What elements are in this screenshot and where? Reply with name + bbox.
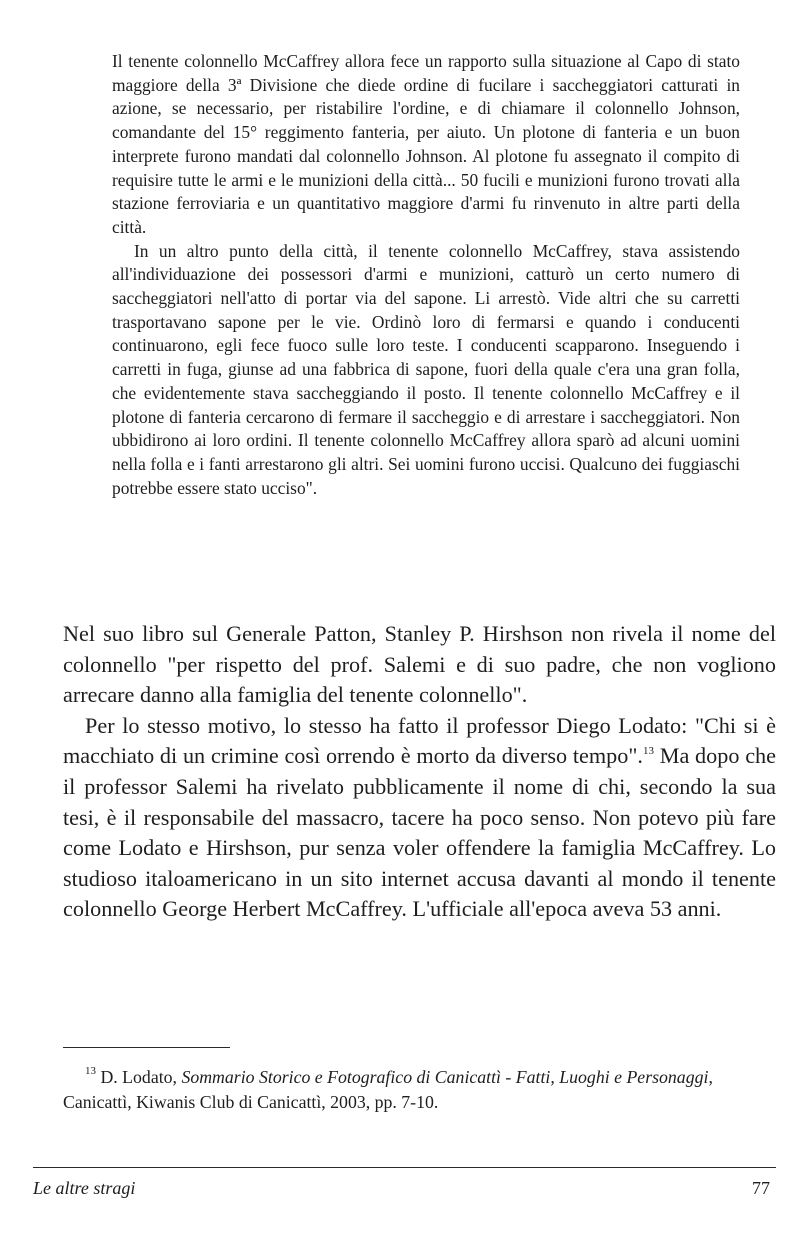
block-quote bbox=[112, 50, 740, 500]
body-paragraph-2-end: Ma dopo che il professor Salemi ha rivelato pubblicamente il nome di chi, secondo la sua tesi, è il responsabile del massacro, tacere ha poco senso. Non potevo più fare come Lodato e Hirshson, pur senza voler offendere la famiglia McCaffrey. Lo studioso italoamericano in un sito internet accusa davanti al mondo il tenente colonnello George Herbert McCaffrey. L'ufficiale all'epoca aveva 53 anni. bbox=[63, 743, 776, 922]
body-text bbox=[63, 619, 776, 925]
body-paragraph-2 bbox=[63, 711, 776, 925]
footer-divider bbox=[33, 1167, 776, 1168]
footnote-reference[interactable]: 13 bbox=[642, 745, 654, 758]
footnote-author: D. Lodato, bbox=[96, 1067, 182, 1087]
body-paragraph-1: Nel suo libro sul Generale Patton, Stanley P. Hirshson non rivela il nome del colonnello "per rispetto del prof. Salemi e di suo padre, che non vogliono arrecare danno alla famiglia del tenente colonnello". bbox=[63, 621, 776, 708]
quote-paragraph-2: In un altro punto della città, il tenente colonnello McCaffrey, stava assistendo all'individuazione dei possessori d'armi e munizioni, catturò un certo numero di saccheggiatori nell'atto di portar via del sapone. Li arrestò. Vide altri che su carretti trasportavano sapone per le vie. Ordinò loro di fermarsi e quando i conducenti continuarono, egli fece fuoco sulle loro teste. I conducenti scapparono. Inseguendo i carretti in fuga, giunse ad una fabbrica di sapone, fuori della quale c'era una gran folla, che evidentemente stava saccheggiando il posto. Il tenente colonnello McCaffrey e il plotone di fanteria cercarono di fermare il saccheggio e di arrestare i saccheggiatori. Non ubbidirono ai loro ordini. Il tenente colonnello McCaffrey allora sparò ad alcuni uomini nella folla e i fanti arrestarono gli altri. Sei uomini furono uccisi. Qualcuno dei fuggiaschi potrebbe essere stato ucciso". bbox=[112, 240, 740, 498]
quote-paragraph-1: Il tenente colonnello McCaffrey allora fece un rapporto sulla situazione al Capo di stato maggiore della 3ª Divisione che diede ordine di fucilare i saccheggiatori catturati in azione, se necessario, per ristabilire l'ordine, e di chiamare il colonnello Johnson, comandante del 15° reggimento fanteria, per aiuto. Un plotone di fanteria e un buon interprete furono mandati dal colonnello Johnson. Al plotone fu assegnato il compito di requisire tutte le armi e le munizioni della città... 50 fucili e munizioni furono trovati alla stazione ferroviaria e un quantitativo maggiore d'armi fu rinvenuto in altre parti della città. bbox=[112, 51, 740, 237]
footnote-divider bbox=[63, 1047, 230, 1048]
footnote-number: 13 bbox=[85, 1065, 96, 1077]
footnote bbox=[63, 1065, 776, 1114]
footnote-publication: , Canicattì, Kiwanis Club di Canicattì, 2003, pp. 7-10. bbox=[63, 1067, 713, 1112]
page-number: 77 bbox=[752, 1178, 770, 1198]
body-paragraph-2-start: Per lo stesso motivo, lo stesso ha fatto il professor Diego Lodato: "Chi si è macchiato di un crimine così orrendo è morto da diverso tempo". bbox=[63, 712, 776, 769]
running-title: Le altre stragi bbox=[33, 1178, 136, 1198]
footnote-title: Sommario Storico e Fotografico di Canicattì - Fatti, Luoghi e Personaggi bbox=[181, 1067, 709, 1087]
